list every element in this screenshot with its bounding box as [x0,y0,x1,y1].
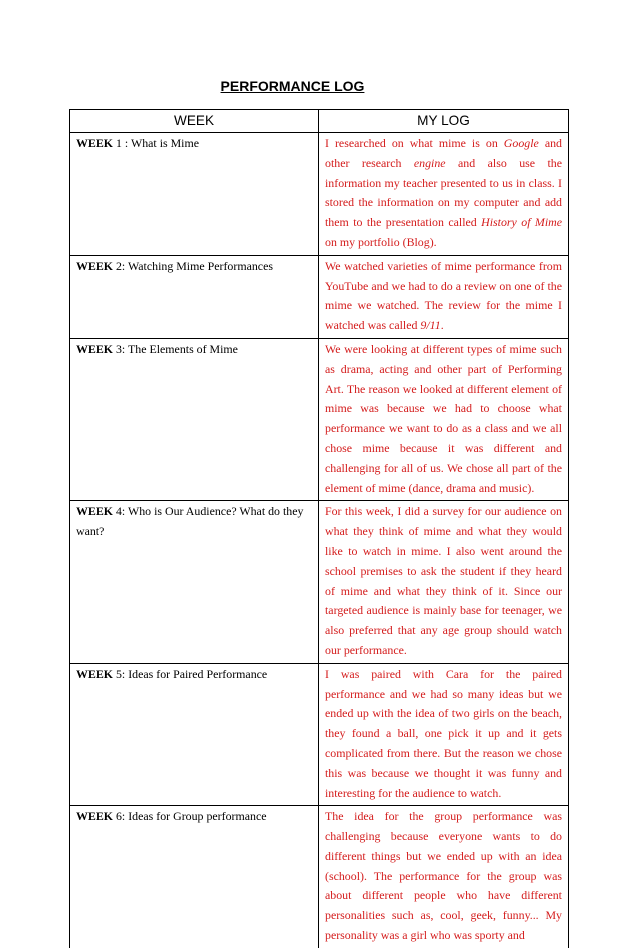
week-label: WEEK [76,809,114,824]
week-label: WEEK [76,504,114,519]
log-text: and also use the information my teacher presented to us in class. I stored the information on my computer and add them to the presentation called [325,155,562,230]
table-row [70,133,569,256]
week-label: WEEK [76,666,114,681]
week-topic: 1 : What is Mime [113,136,199,150]
week-topic: 3: The Elements of Mime [113,341,238,356]
log-italic-text: History of Mime [481,215,562,230]
week-cell [70,663,319,806]
week-label: WEEK [76,341,114,356]
log-italic-text: Google [503,136,539,150]
log-entry-cell [319,501,569,663]
log-text: We were looking at different types of mime such as drama, acting and other part of Performing Art. The reason we looked at different element of mime was because we had to choose what performance we want to do as a class and we all chose mime because it was different and challenging for all of us. We chose all part of the element of mime (dance, drama and music). [325,341,562,495]
week-topic: 2: Watching Mime Performances [113,258,273,273]
log-entry-cell [319,663,569,806]
week-label: WEEK [76,136,114,150]
week-cell [70,806,319,948]
log-entry-cell [319,806,569,948]
log-text: The idea for the group performance was challenging because everyone wants to do different things but we ended up with an idea (school). The performance for the group was about different people who have different personalities such as, cool, geek, funny... My personality was a girl who was sporty and [325,809,562,943]
week-column-header: WEEK [70,110,319,133]
log-entry-cell [319,133,569,256]
log-text: on my portfolio (Blog). [325,234,437,249]
log-text: We watched varieties of mime performance from YouTube and we had to do a review on one of the mime we watched. The review for the mime I watched was called [325,258,562,333]
table-row [70,806,569,948]
table-row [70,338,569,500]
week-cell [70,255,319,338]
log-text: I researched on what mime is on [325,136,504,150]
week-cell [70,338,319,500]
log-text: . [440,318,444,333]
performance-log-table [69,109,569,948]
week-topic: 4: Who is Our Audience? What do they want? [76,504,304,539]
week-cell [70,133,319,256]
my-log-column-header: MY LOG [319,110,569,133]
log-entry-cell [319,255,569,338]
log-entry-cell [319,338,569,500]
week-topic: 5: Ideas for Paired Performance [113,666,268,681]
table-header-row [70,110,569,133]
log-text: I was paired with Cara for the paired performance and we had so many ideas but we ended up with the idea of two girls on the beach, they found a ball, one pick it up and it gets complicated from there. But the reason we chose this was because we thought it was funny and interesting for the audience to watch. [325,666,562,800]
week-topic: 6: Ideas for Group performance [113,809,267,824]
log-text: and other research [325,136,562,170]
table-row [70,501,569,663]
table-row [70,255,569,338]
log-italic-text: engine [413,155,446,170]
page-title: PERFORMANCE LOG [220,78,365,94]
log-italic-text: 9/11 [420,318,441,333]
week-label: WEEK [76,258,114,273]
week-cell [70,501,319,663]
log-text: For this week, I did a survey for our audience on what they think of mime and what they would like to watch in mime. I also went around the school premises to ask the student if they heard of mime and what they think of it. Since our targeted audience is mainly base for teenager, we also preferred that any age group should watch our performance. [325,504,562,657]
table-row [70,663,569,806]
